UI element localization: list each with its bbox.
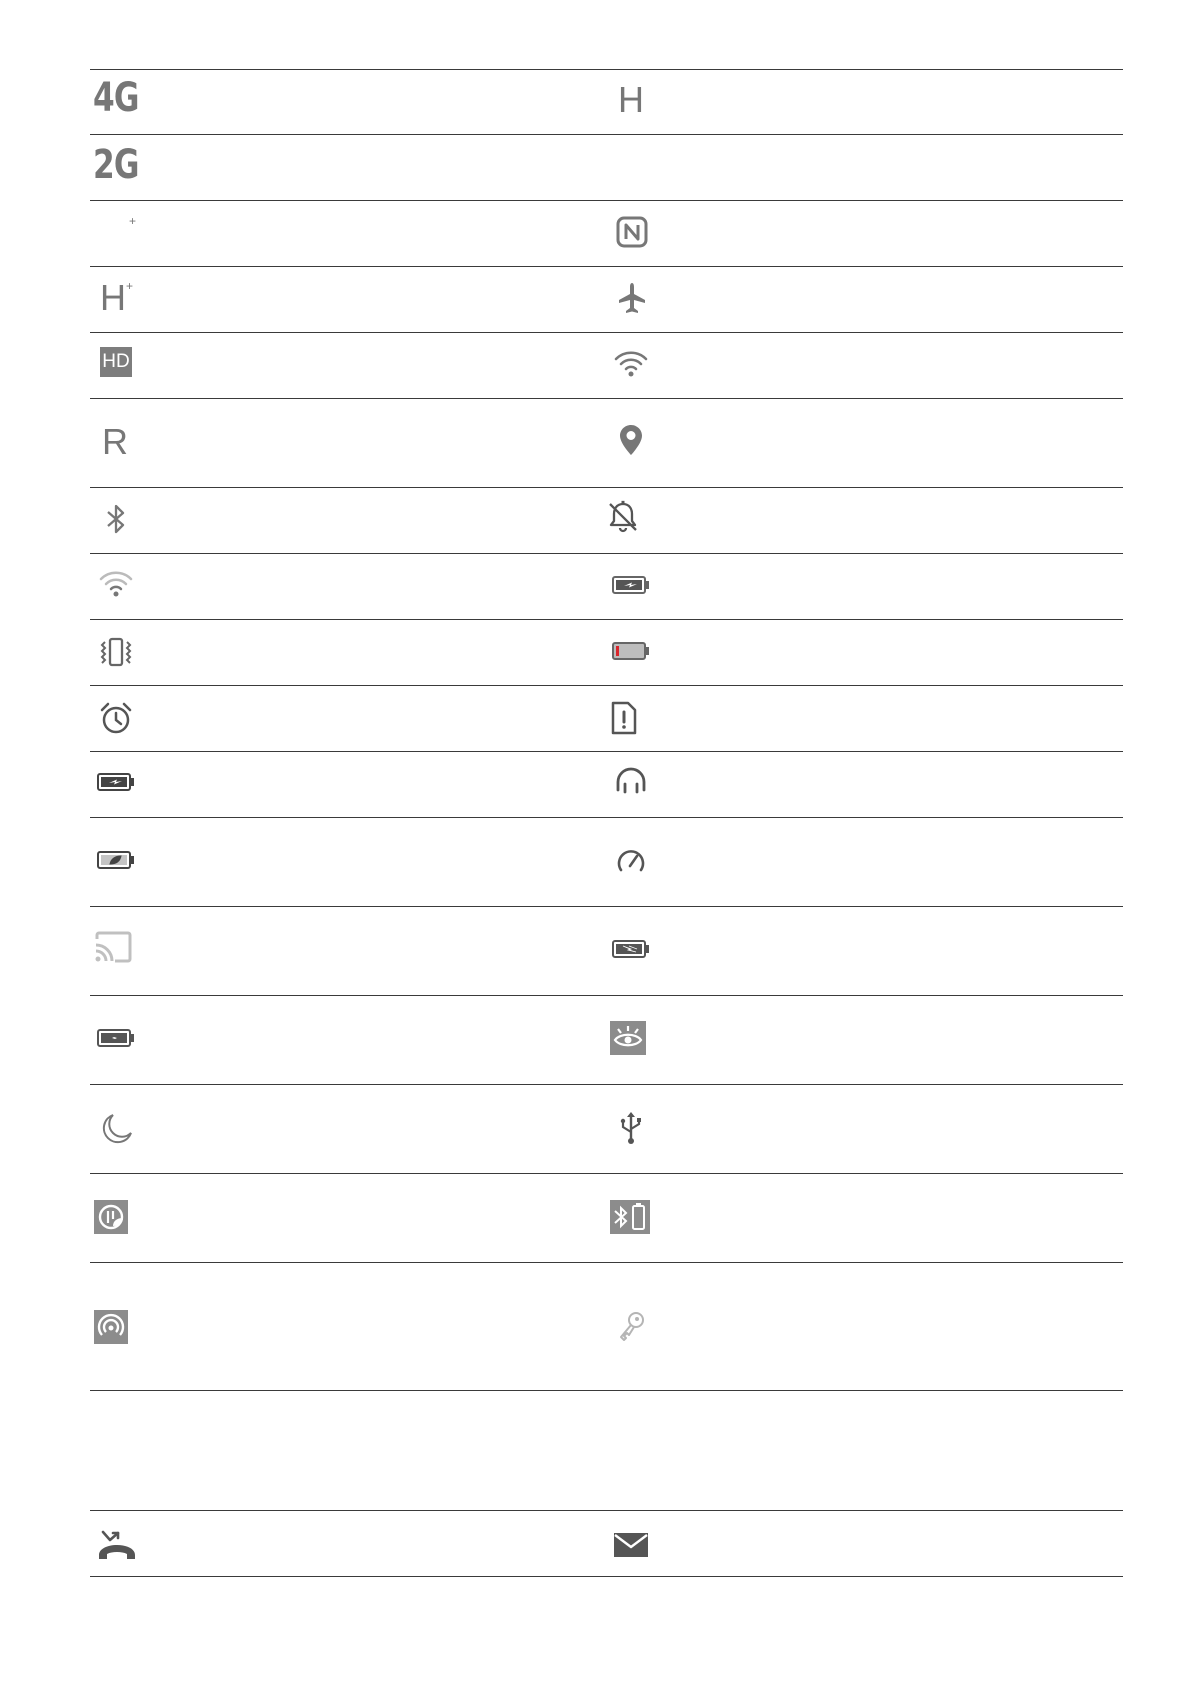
plus-network-icon: + — [129, 214, 137, 228]
battery-charging-icon — [612, 575, 650, 595]
eye-comfort-icon — [610, 1021, 646, 1055]
super-charging-icon — [612, 939, 650, 959]
h-plus-icon: H — [100, 277, 126, 318]
bluetooth-icon — [105, 503, 127, 535]
nfc-icon — [616, 216, 648, 248]
row-divider — [90, 553, 1123, 554]
row-divider — [90, 266, 1123, 267]
row-divider — [90, 995, 1123, 996]
h-plus-superscript: + — [126, 279, 134, 293]
row-divider — [90, 1262, 1123, 1263]
row-divider — [90, 398, 1123, 399]
row-divider — [90, 332, 1123, 333]
roaming-icon: R — [102, 421, 128, 462]
4g-icon: 4G — [93, 75, 139, 121]
bluetooth-battery-icon — [610, 1200, 650, 1234]
row-divider — [90, 487, 1123, 488]
row-divider — [90, 817, 1123, 818]
row-divider — [90, 1084, 1123, 1085]
row-divider — [90, 1173, 1123, 1174]
row-divider — [90, 1390, 1123, 1391]
notifications-off-icon — [606, 500, 640, 534]
row-divider — [90, 751, 1123, 752]
airplane-icon — [617, 282, 647, 314]
headset-icon — [614, 766, 648, 794]
battery-low-icon — [612, 641, 650, 661]
row-divider — [90, 1510, 1123, 1511]
hd-icon: HD — [100, 347, 132, 377]
usb-icon — [618, 1111, 644, 1145]
row-divider — [90, 685, 1123, 686]
performance-mode-icon — [615, 846, 647, 874]
sim-alert-icon — [610, 700, 638, 736]
2g-icon: 2G — [93, 142, 139, 188]
h-network-icon: H — [618, 79, 644, 120]
alarm-icon — [99, 701, 133, 735]
cast-icon — [93, 930, 133, 964]
vpn-key-icon — [617, 1310, 647, 1344]
wifi-icon — [614, 350, 648, 378]
row-divider — [90, 200, 1123, 201]
do-not-disturb-icon — [100, 1112, 134, 1146]
row-divider — [90, 1576, 1123, 1577]
fast-charging-icon — [97, 1028, 135, 1048]
row-divider — [90, 69, 1123, 70]
row-divider — [90, 134, 1123, 135]
data-saver-icon — [94, 1200, 128, 1234]
wifi-weak-icon — [99, 570, 133, 598]
email-icon — [613, 1531, 649, 1559]
battery-saver-icon — [97, 850, 135, 870]
row-divider — [90, 619, 1123, 620]
hotspot-icon — [94, 1310, 128, 1344]
battery-full-icon — [97, 772, 135, 792]
location-icon — [619, 424, 643, 456]
row-divider — [90, 906, 1123, 907]
vibrate-icon — [98, 637, 134, 667]
missed-call-icon — [97, 1528, 137, 1562]
